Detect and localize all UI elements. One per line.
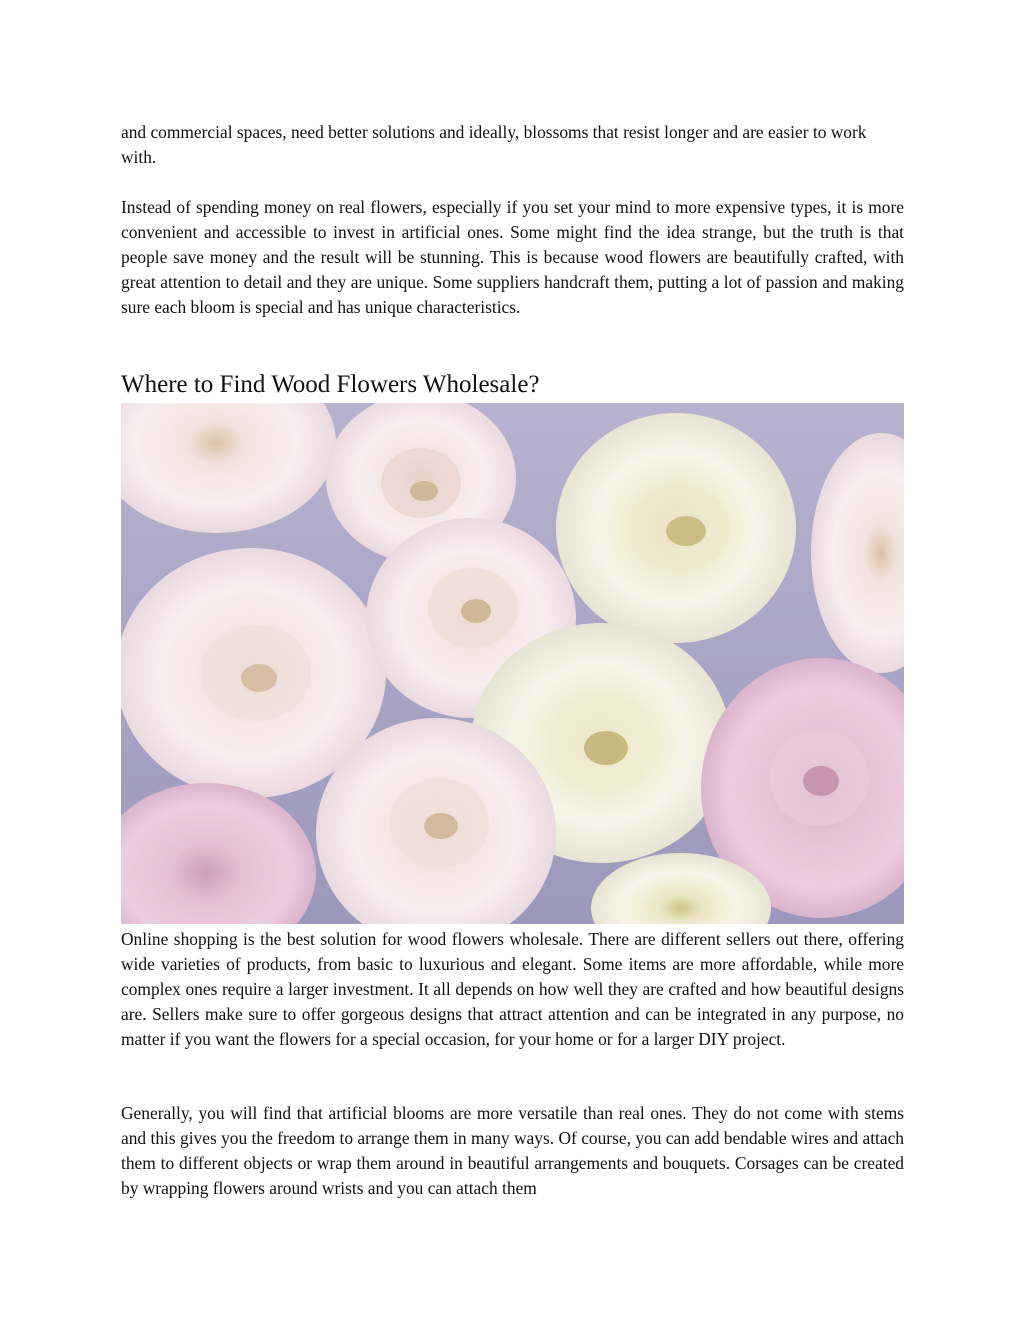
rose-top-right-cream — [556, 413, 796, 643]
paragraph-versatility: Generally, you will find that artificial blooms are more versatile than real ones. They do not come with stems and this gives you the freedom to arrange them in many ways. Of course, you can add bendable wires and attach them to different objects or wrap them around in beautiful arrangements and bouquets. Corsages can be created by wrapping flowers around wrists and you can attach them — [121, 1103, 904, 1198]
section-heading: Where to Find Wood Flowers Wholesale? — [121, 371, 540, 398]
paragraph-artificial-flowers: Instead of spending money on real flowers, especially if you set your mind to more expensive types, it is more convenient and accessible to invest in artificial ones. Some might find the idea strange, but the truth is that people save money and the result will be stunning. This is because wood flowers are beautifully crafted, with great attention to detail and they are unique. Some suppliers handcraft them, putting a lot of passion and making sure each bloom is special and has unique characteristics. — [121, 197, 904, 317]
roses-illustration — [121, 403, 904, 924]
paragraph-online-shopping: Online shopping is the best solution for wood flowers wholesale. There are different sellers out there, offering wide varieties of products, from basic to luxurious and elegant. Some items are more affordable, while more complex ones require a larger investment. It all depends on how well they are crafted and how beautiful designs are. Sellers make sure to offer gorgeous designs that attract attention and can be integrated in any purpose, no matter if you want the flowers for a special occasion, for your home or for a larger DIY project. — [121, 929, 904, 1049]
roses-photo — [121, 403, 904, 924]
paragraph-intro-continued: and commercial spaces, need better solutions and ideally, blossoms that resist longer and are easier to work with. — [121, 122, 867, 167]
